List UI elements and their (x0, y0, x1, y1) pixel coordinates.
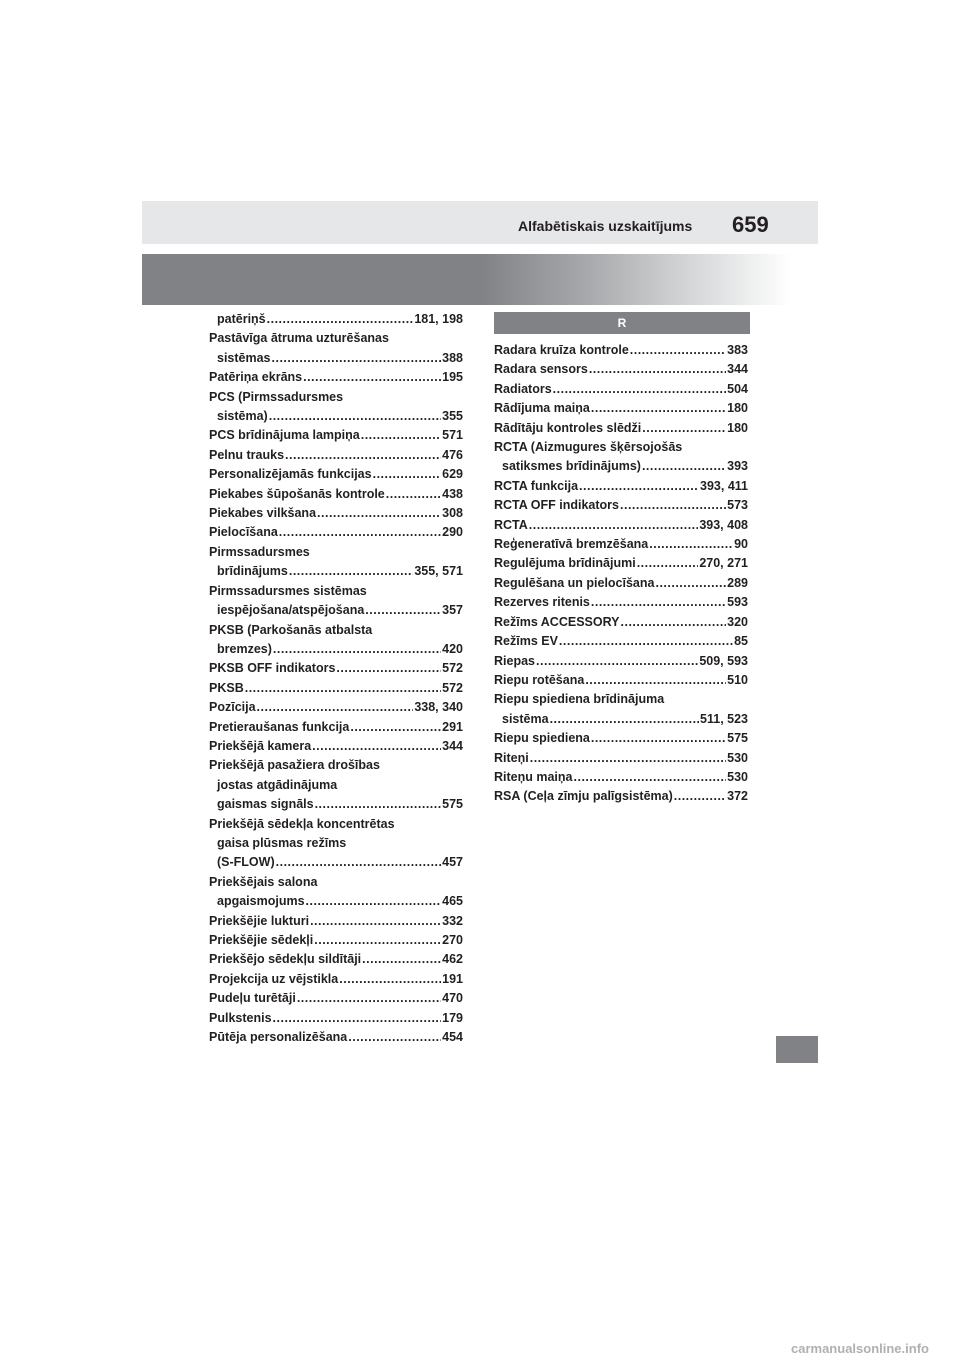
index-entry-term: PCS (Pirmssadursmes (209, 389, 344, 404)
index-entry-term: RCTA (494, 517, 528, 532)
index-entry-pages: 355, 571 (414, 564, 463, 579)
index-entry-pages: 181, 198 (414, 312, 463, 326)
section-letter-r: R (494, 312, 750, 334)
index-entry (209, 485, 463, 504)
index-entry (209, 989, 463, 1008)
header-band (142, 201, 818, 244)
index-entry (209, 407, 463, 426)
dot-leader (276, 853, 442, 872)
index-entry-term: jostas atgādinājuma (217, 777, 338, 792)
index-entry-term: Radiators (494, 381, 552, 396)
index-entry (209, 912, 463, 931)
index-entry-term: RCTA OFF indikators (494, 498, 619, 513)
index-column-right (494, 341, 748, 807)
index-entry (209, 698, 463, 717)
index-entry (494, 632, 748, 651)
dot-leader (362, 950, 441, 969)
index-entry-pages: 420 (442, 641, 463, 656)
dot-leader (348, 1028, 441, 1047)
dot-leader (303, 368, 441, 387)
dot-leader (273, 1009, 442, 1028)
index-entry-term: Regulējuma brīdinājumi (494, 556, 636, 571)
index-entry-term: Riteņu maiņa (494, 769, 573, 784)
dot-leader (267, 310, 414, 329)
index-entry-pages: 629 (442, 467, 463, 482)
index-entry (209, 795, 463, 814)
dot-leader (553, 380, 726, 399)
index-entry-term: gaisa plūsmas režīms (217, 835, 347, 850)
index-entry (209, 970, 463, 989)
dot-leader (591, 593, 726, 612)
index-entry-term: PKSB (Parkošanās atbalsta (209, 622, 373, 637)
index-entry-term: Rezerves ritenis (494, 595, 590, 610)
dot-leader (336, 659, 441, 678)
index-entry (209, 368, 463, 387)
dot-leader (273, 640, 441, 659)
index-entry-term: sistēma) (217, 409, 268, 424)
index-entry-pages: 438 (442, 486, 463, 501)
index-entry (209, 523, 463, 542)
index-entry-pages: 372 (727, 789, 748, 804)
index-entry-term: Projekcija uz vējstikla (209, 971, 339, 986)
index-entry (209, 1028, 463, 1047)
dot-leader (637, 554, 699, 573)
index-entry-pages: 320 (727, 614, 748, 629)
index-entry-term: RCTA (Aizmugures šķērsojošās (494, 440, 683, 455)
dot-leader (550, 710, 699, 729)
index-entry-term: Riteņi (494, 750, 529, 765)
index-entry-pages: 383 (727, 343, 748, 357)
dot-leader (245, 679, 441, 698)
index-entry-term: satiksmes brīdinājums) (502, 459, 641, 474)
dot-leader (297, 989, 441, 1008)
index-entry-pages: 388 (442, 350, 463, 365)
index-entry-term: Pirmssadursmes (209, 544, 310, 559)
dot-leader (339, 970, 441, 989)
index-entry-pages: 344 (727, 362, 748, 377)
index-entry (209, 679, 463, 698)
index-entry-pages: 593 (727, 595, 748, 610)
index-entry-term: Rādījuma maiņa (494, 401, 590, 416)
index-entry-term: Regulēšana un pielocīšana (494, 575, 655, 590)
index-entry-term: Priekšējā sēdekļa koncentrētas (209, 816, 395, 831)
index-entry-pages: 575 (442, 797, 463, 812)
index-entry-term: PCS brīdinājuma lampiņa (209, 428, 360, 443)
index-entry-pages: 454 (442, 1030, 463, 1045)
index-entry (209, 1009, 463, 1028)
index-entry (209, 349, 463, 368)
index-entry-pages: 180 (727, 420, 748, 435)
dot-leader (620, 496, 726, 515)
index-entry-term: Režīms EV (494, 634, 558, 649)
index-entry-pages: 509, 593 (699, 653, 748, 668)
index-entry-term: Pielocīšana (209, 525, 278, 540)
dot-leader (386, 485, 441, 504)
dot-leader (591, 729, 726, 748)
index-entry (209, 659, 463, 678)
index-entry-pages: 355 (442, 409, 463, 424)
dot-leader (536, 652, 698, 671)
index-entry-term: Priekšējo sēdekļu sildītāji (209, 952, 362, 967)
dot-leader (589, 360, 726, 379)
index-entry (494, 652, 748, 671)
index-entry-pages: 270, 271 (699, 556, 748, 571)
index-entry-pages: 393, 411 (700, 478, 748, 493)
dot-leader (269, 407, 441, 426)
dot-leader (585, 671, 726, 690)
index-entry-pages: 90 (734, 537, 748, 552)
dot-leader (574, 768, 727, 787)
index-entry (209, 737, 463, 756)
index-entry-term: RSA (Ceļa zīmju palīgsistēma) (494, 789, 673, 804)
index-entry (494, 671, 748, 690)
thumb-index-tab (776, 1036, 818, 1063)
watermark: carmanualsonline.info (791, 1341, 929, 1356)
dot-leader (272, 349, 442, 368)
index-entry-pages: 270 (442, 933, 463, 947)
dot-leader (591, 399, 726, 418)
gradient-band (142, 254, 818, 305)
index-entry-term: Pirmssadursmes sistēmas (209, 583, 367, 598)
index-entry (494, 710, 748, 729)
dot-leader (649, 535, 733, 554)
dot-leader (315, 795, 442, 814)
dot-leader (630, 341, 726, 360)
dot-leader (530, 749, 726, 768)
index-entry-pages: 191 (442, 971, 463, 986)
index-entry (494, 360, 748, 379)
dot-leader (655, 574, 726, 593)
index-entry-pages: 332 (442, 913, 463, 928)
index-entry (494, 496, 748, 515)
dot-leader (361, 426, 441, 445)
index-entry-pages: 572 (442, 661, 463, 676)
index-entry (494, 457, 748, 476)
dot-leader (373, 465, 442, 484)
index-entry-pages: 462 (442, 952, 463, 967)
index-entry-pages: 289 (727, 575, 748, 590)
index-entry-term: Priekšējie sēdekļi (209, 933, 314, 947)
index-entry (494, 554, 748, 573)
index-entry (494, 593, 748, 612)
index-entry (209, 504, 463, 523)
index-entry-term: Priekšējā pasažiera drošības (209, 758, 380, 773)
dot-leader (317, 504, 441, 523)
index-entry-term: Režīms ACCESSORY (494, 614, 620, 629)
index-entry-term: (S-FLOW) (217, 855, 275, 870)
index-entry (494, 729, 748, 748)
dot-leader (279, 523, 441, 542)
index-entry-pages: 573 (727, 498, 748, 513)
dot-leader (529, 516, 699, 535)
index-entry-pages: 511, 523 (700, 711, 748, 726)
index-entry (494, 516, 748, 535)
index-entry-term: brīdinājums (217, 564, 288, 579)
index-entry-term: Pretieraušanas funkcija (209, 719, 350, 734)
index-entry (209, 892, 463, 911)
dot-leader (306, 892, 442, 911)
index-entry (209, 931, 463, 950)
index-entry-term: Pudeļu turētāji (209, 991, 296, 1006)
index-entry (494, 535, 748, 554)
index-entry-pages: 393 (727, 459, 748, 474)
index-entry-term: Patēriņa ekrāns (209, 370, 303, 385)
index-entry-term: patēriņš (217, 312, 266, 326)
index-entry-pages: 476 (442, 447, 463, 462)
index-entry-term: Pozīcija (209, 700, 256, 715)
dot-leader (257, 698, 414, 717)
index-entry (209, 310, 463, 329)
index-entry-term: Pastāvīga ātruma uzturēšanas (209, 331, 389, 346)
index-entry-pages: 530 (727, 769, 748, 784)
index-column-left (209, 310, 463, 1047)
index-entry (494, 574, 748, 593)
index-entry-term: Pūtēja personalizēšana (209, 1030, 348, 1045)
index-entry-pages: 571 (442, 428, 463, 443)
dot-leader (579, 477, 699, 496)
dot-leader (621, 613, 727, 632)
index-entry (209, 465, 463, 484)
index-entry-pages: 504 (727, 381, 748, 396)
index-entry (494, 768, 748, 787)
index-entry-term: iespējošana/atspējošana (217, 603, 365, 618)
dot-leader (289, 562, 413, 581)
index-entry-term: Riepu rotēšana (494, 672, 585, 687)
index-entry-term: Pelnu trauks (209, 447, 285, 462)
index-entry (494, 749, 748, 768)
dot-leader (642, 457, 726, 476)
index-entry-term: Priekšējā kamera (209, 738, 312, 753)
index-entry-pages: 530 (727, 750, 748, 765)
dot-leader (365, 601, 441, 620)
index-entry-pages: 179 (442, 1010, 463, 1025)
index-entry-term: Piekabes vilkšana (209, 506, 317, 521)
index-entry (209, 853, 463, 872)
index-entry-pages: 195 (442, 370, 463, 385)
index-entry-term: Riepu spiediena (494, 731, 590, 746)
page-header-title: Alfabētiskais uzskaitījums (518, 218, 693, 234)
index-entry-term: Priekšējais salona (209, 874, 318, 889)
index-entry-pages: 470 (442, 991, 463, 1006)
index-entry-term: Personalizējamās funkcijas (209, 467, 372, 482)
index-entry-pages: 85 (734, 634, 748, 649)
index-entry-term: Radara sensors (494, 362, 588, 377)
index-entry (494, 477, 748, 496)
index-entry-term: PKSB OFF indikators (209, 661, 336, 676)
dot-leader (312, 737, 441, 756)
index-entry (494, 787, 748, 806)
index-entry (209, 426, 463, 445)
index-entry-term: Piekabes šūpošanās kontrole (209, 486, 385, 501)
index-entry-term: sistēma (502, 711, 549, 726)
index-entry-term: Riepu spiediena brīdinājuma (494, 692, 665, 707)
index-entry-term: gaismas signāls (217, 797, 314, 812)
dot-leader (350, 718, 441, 737)
index-entry-pages: 291 (442, 719, 463, 734)
index-entry-term: apgaismojums (217, 894, 305, 909)
index-entry (209, 718, 463, 737)
index-entry-term: Rādītāju kontroles slēdži (494, 420, 642, 435)
index-entry (209, 562, 463, 581)
index-entry-pages: 457 (442, 855, 463, 870)
index-entry-term: Radara kruīza kontrole (494, 343, 629, 357)
index-entry-pages: 308 (442, 506, 463, 521)
index-entry (494, 419, 748, 438)
index-entry-pages: 572 (442, 680, 463, 695)
index-entry-pages: 357 (442, 603, 463, 618)
index-entry-term: PKSB (209, 680, 244, 695)
index-entry-term: bremzes) (217, 641, 272, 656)
dot-leader (314, 931, 441, 950)
index-entry (209, 601, 463, 620)
dot-leader (559, 632, 733, 651)
index-entry-pages: 393, 408 (699, 517, 748, 532)
dot-leader (285, 446, 441, 465)
index-entry-pages: 338, 340 (414, 700, 463, 715)
index-entry (209, 950, 463, 969)
index-entry-pages: 465 (442, 894, 463, 909)
index-entry (494, 380, 748, 399)
index-entry (494, 399, 748, 418)
index-entry (209, 640, 463, 659)
dot-leader (674, 787, 726, 806)
index-entry (209, 446, 463, 465)
index-entry-term: Reģeneratīvā bremzēšana (494, 537, 649, 552)
dot-leader (310, 912, 441, 931)
index-entry-term: Riepas (494, 653, 535, 668)
index-entry-pages: 344 (442, 738, 463, 753)
index-entry-term: sistēmas (217, 350, 271, 365)
index-entry-term: Priekšējie lukturi (209, 913, 310, 928)
index-entry-pages: 290 (442, 525, 463, 540)
index-entry-pages: 510 (727, 672, 748, 687)
dot-leader (642, 419, 726, 438)
index-entry-pages: 180 (727, 401, 748, 416)
index-entry-term: RCTA funkcija (494, 478, 579, 493)
index-entry (494, 613, 748, 632)
page-number: 659 (732, 212, 769, 237)
index-entry-term: Pulkstenis (209, 1010, 272, 1025)
index-entry (494, 341, 748, 360)
index-entry-pages: 575 (727, 731, 748, 746)
